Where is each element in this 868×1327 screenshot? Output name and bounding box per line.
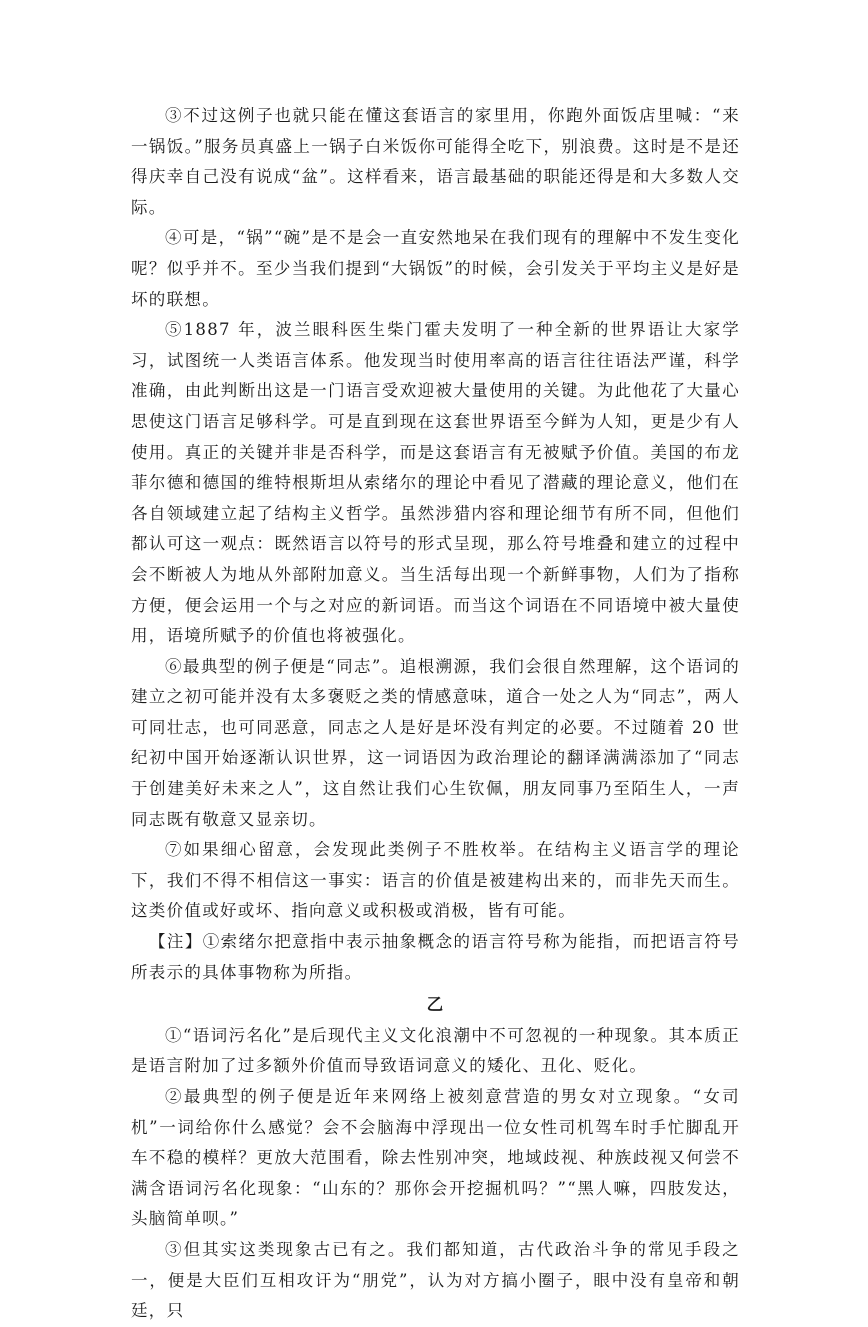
paragraph-yi-1: ①“语词污名化”是后现代主义文化浪潮中不可忽视的一种现象。其本质正是语言附加了过多额外价值而导致语词意义的矮化、丑化、贬化。 xyxy=(131,1025,740,1076)
paragraph-jia-3: ③不过这例子也就只能在懂这套语言的家里用，你跑外面饭店里喊：“来一锅饭。”服务员真盛上一锅子白米饭你可能得全吃下，别浪费。这时是不是还得庆幸自己没有说成“盆”。这样看来，语言最基础的职能还得是和大多数人交际。 xyxy=(131,106,740,217)
paragraph-jia-5: ⑤1887 年，波兰眼科医生柴门霍夫发明了一种全新的世界语让大家学习，试图统一人类语言体系。他发现当时使用率高的语言往往语法严谨，科学准确，由此判断出这是一门语言受欢迎被大量使用的关键。为此他花了大量心思使这门语言足够科学。可是直到现在这套世界语至今鲜为人知，更是少有人使用。真正的关键并非是否科学，而是这套语言有无被赋予价值。美国的布龙菲尔德和德国的维特根斯坦从索绪尔的理论中看见了潜藏的理论意义，他们在各自领域建立起了结构主义哲学。虽然涉猎内容和理论细节有所不同，但他们都认可这一观点：既然语言以符号的形式呈现，那么符号堆叠和建立的过程中会不断被人为地从外部附加意义。当生活每出现一个新鲜事物，人们为了指称方便，便会运用一个与之对应的新词语。而当这个词语在不同语境中被大量使用，语境所赋予的价值也将被强化。 xyxy=(131,320,740,646)
section-title-yi: 乙 xyxy=(426,995,445,1015)
paragraph-jia-4: ④可是，“锅”“碗”是不是会一直安然地呆在我们现有的理解中不发生变化呢？似乎并不。至少当我们提到“大锅饭”的时候，会引发关于平均主义是好是坏的联想。 xyxy=(131,228,740,309)
paragraph-jia-6: ⑥最典型的例子便是“同志”。追根溯源，我们会很自然理解，这个语词的建立之初可能并没有太多褒贬之类的情感意味，道合一处之人为“同志”，两人可同壮志，也可同恶意，同志之人是好是坏没有判定的必要。不过随着 20 世纪初中国开始逐渐认识世界，这一词语因为政治理论的翻译满满添加了“同志于创建美好未来之人”，这自然让我们心生钦佩，朋友同事乃至陌生人，一声同志既有敬意又显亲切。 xyxy=(131,656,740,829)
paragraph-yi-3: ③但其实这类现象古已有之。我们都知道，古代政治斗争的常见手段之一，便是大臣们互相攻讦为“朋党”，认为对方搞小圈子，眼中没有皇帝和朝廷，只 xyxy=(131,1239,740,1321)
paragraph-yi-2: ②最典型的例子便是近年来网络上被刻意营造的男女对立现象。“女司机”一词给你什么感觉？会不会脑海中浮现出一位女性司机驾车时手忙脚乱开车不稳的模样？更放大范围看，除去性别冲突，地域歧视、种族歧视又何尝不满含语词污名化现象：“山东的？那你会开挖掘机吗？”“黑人嘛，四肢发达，头脑简单呗。” xyxy=(131,1087,740,1229)
paragraph-jia-7: ⑦如果细心留意，会发现此类例子不胜枚举。在结构主义语言学的理论下，我们不得不相信这一事实：语言的价值是被建构出来的，而非先天而生。这类价值或好或坏、指向意义或积极或消极，皆有可能。 xyxy=(131,840,740,921)
footnote: 【注】①索绪尔把意指中表示抽象概念的语言符号称为能指，而把语言符号所表示的具体事物称为所指。 xyxy=(131,932,740,982)
